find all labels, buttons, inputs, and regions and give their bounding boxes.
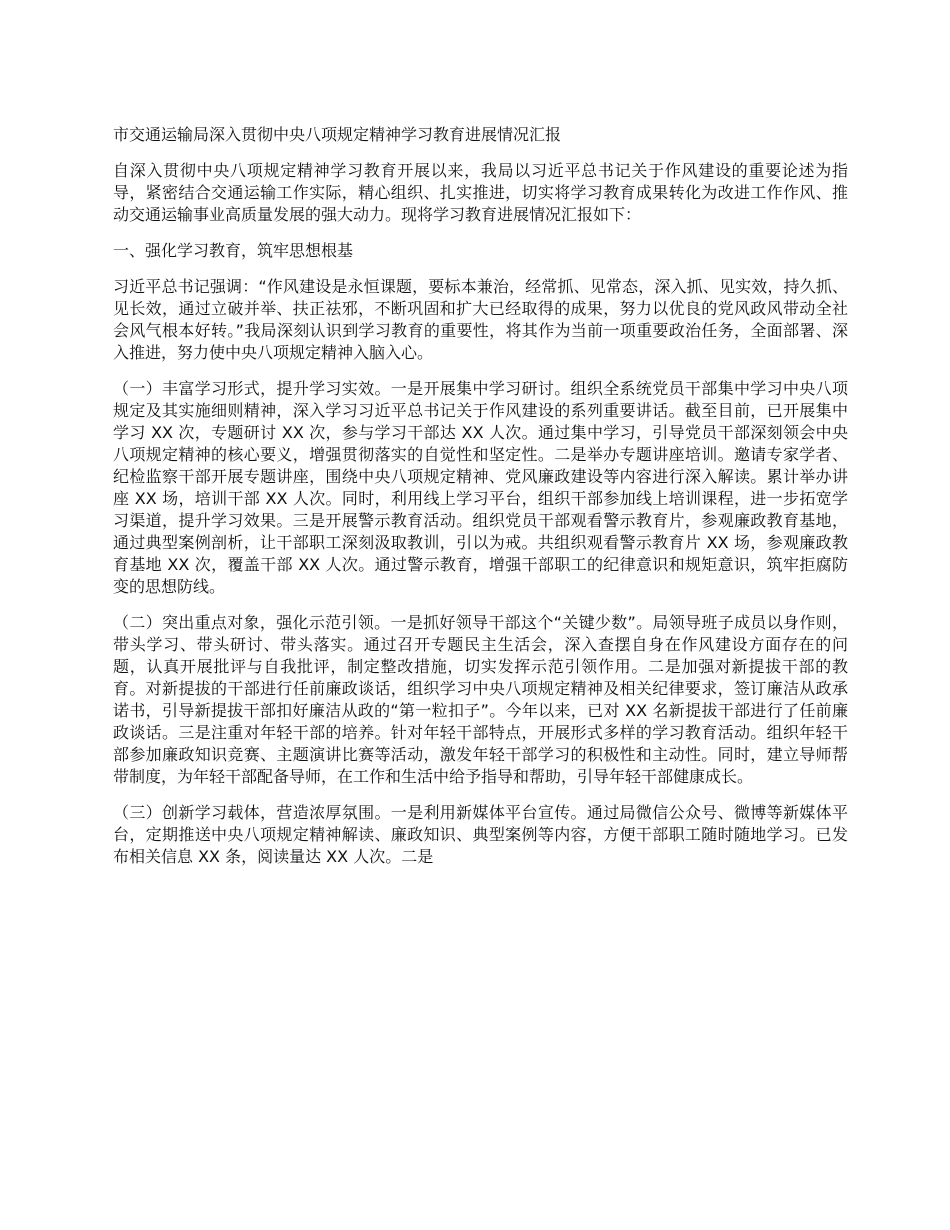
section-1-paragraph-1: 习近平总书记强调：“作风建设是永恒课题，要标本兼治，经常抓、见常态，深入抓、见实效，持久抓、见长效，通过立破并举、扶正祛邪，不断巩固和扩大已经取得的成果，努力以优良的党风政风带动全社会风气根本好转。”我局深刻认识到学习教育的重要性，将其作为当前一项重要政治任务，全面部署、深入推进，努力使中央八项规定精神入脑入心。	[113, 277, 848, 362]
section-1-paragraph-3: （二）突出重点对象，强化示范引领。一是抓好领导干部这个“关键少数”。局领导班子成员以身作则，带头学习、带头研讨、带头落实。通过召开专题民主生活会，深入查摆自身在作风建设方面存在的问题，认真开展批评与自我批评，制定整改措施，切实发挥示范引领作用。二是加强对新提拔干部的教育。对新提拔的干部进行任前廉政谈话，组织学习中央八项规定精神及相关纪律要求，签订廉洁从政承诺书，引导新提拔干部扣好廉洁从政的“第一粒扣子”。今年以来，已对 XX 名新提拔干部进行了任前廉政谈话。三是注重对年轻干部的培养。针对年轻干部特点，开展形式多样的学习教育活动。组织年轻干部参加廉政知识竞赛、主题演讲比赛等活动，激发年轻干部学习的积极性和主动性。同时，建立导师帮带制度，为年轻干部配备导师，在工作和生活中给予指导和帮助，引导年轻干部健康成长。	[113, 613, 848, 786]
section-1-paragraph-2: （一）丰富学习形式，提升学习实效。一是开展集中学习研讨。组织全系统党员干部集中学习中央八项规定及其实施细则精神，深入学习习近平总书记关于作风建设的系列重要讲话。截至目前，已开展集中学习 XX 次，专题研讨 XX 次，参与学习干部达 XX 人次。通过集中学习，引导党员干部深刻领会中央八项规定精神的核心要义，增强贯彻落实的自觉性和坚定性。二是举办专题讲座培训。邀请专家学者、纪检监察干部开展专题讲座，围绕中央八项规定精神、党风廉政建设等内容进行深入解读。累计举办讲座 XX 场，培训干部 XX 人次。同时，利用线上学习平台，组织干部参加线上培训课程，进一步拓宽学习渠道，提升学习效果。三是开展警示教育活动。组织党员干部观看警示教育片，参观廉政教育基地，通过典型案例剖析，让干部职工深刻汲取教训，引以为戒。共组织观看警示教育片 XX 场，参观廉政教育基地 XX 次，覆盖干部 XX 人次。通过警示教育，增强干部职工的纪律意识和规矩意识，筑牢拒腐防变的思想防线。	[113, 379, 848, 596]
document-title: 市交通运输局深入贯彻中央八项规定精神学习教育进展情况汇报	[113, 125, 562, 144]
section-1-heading: 一、强化学习教育，筑牢思想根基	[113, 241, 354, 260]
intro-paragraph: 自深入贯彻中央八项规定精神学习教育开展以来，我局以习近平总书记关于作风建设的重要论述为指导，紧密结合交通运输工作实际，精心组织、扎实推进，切实将学习教育成果转化为改进工作作风、推动交通运输事业高质量发展的强大动力。现将学习教育进展情况汇报如下：	[113, 161, 848, 224]
section-1-paragraph-4: （三）创新学习载体，营造浓厚氛围。一是利用新媒体平台宣传。通过局微信公众号、微博等新媒体平台，定期推送中央八项规定精神解读、廉政知识、典型案例等内容，方便干部职工随时随地学习。已发布相关信息 XX 条，阅读量达 XX 人次。二是	[113, 803, 848, 866]
document-page	[113, 124, 848, 882]
